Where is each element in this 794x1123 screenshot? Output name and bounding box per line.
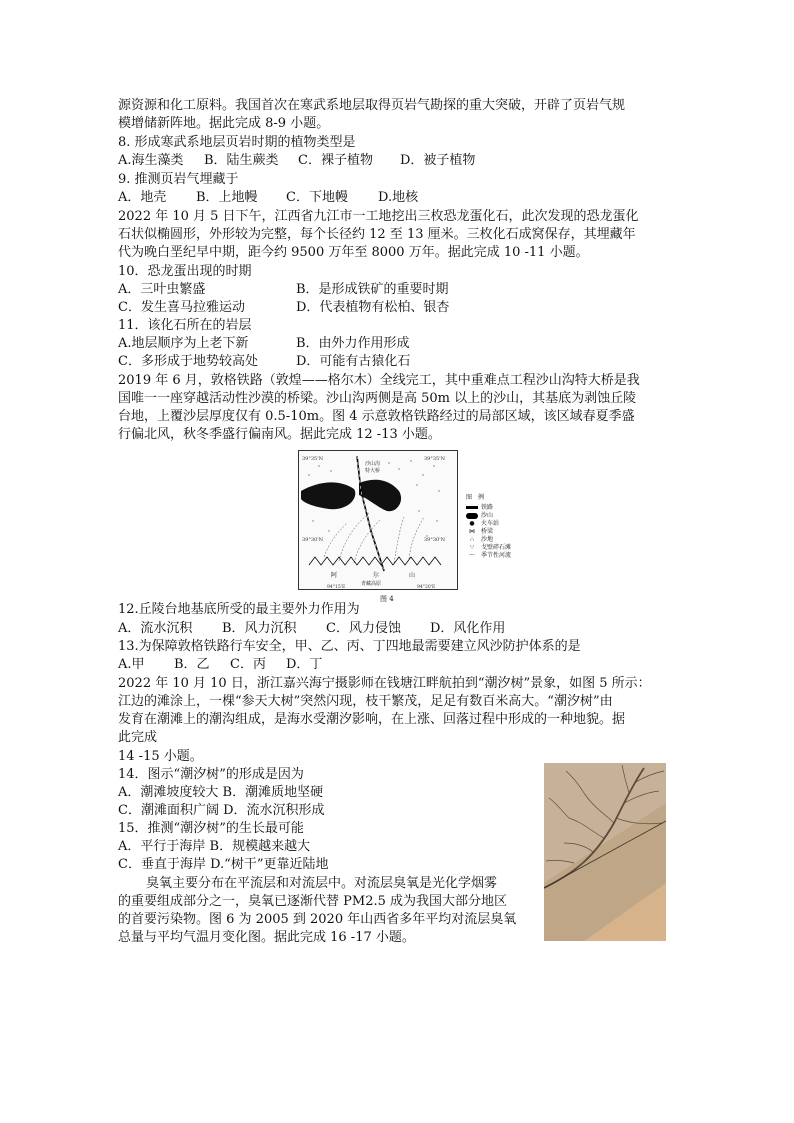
text-line: 国唯一一座穿越活动性沙漠的桥梁。沙山沟两侧是高 50m 以上的沙山，其基底为剥蚀丘陵 [118, 391, 637, 406]
option: C．裸子植物 [298, 153, 373, 168]
legend-item [466, 536, 546, 544]
text-line: 源资源和化工原料。我国首次在寒武系地层取得页岩气勘探的重大突破，开辟了页岩气规 [118, 98, 626, 113]
tidal-tree-photo [544, 763, 666, 941]
option: C．发生喜马拉雅运动 [118, 300, 245, 315]
text-line: 代为晚白垩纪早中期，距今约 9500 万年至 8000 万年。据此完成 10 -11 小题。 [118, 245, 589, 260]
question-9: 9. 推测页岩气埋藏于 [118, 172, 239, 187]
options-q14: A．潮滩坡度较大 B．潮滩质地坚硬 [118, 785, 324, 800]
text-line: 发育在潮滩上的潮沟组成，是海水受潮汐影响，在上涨、回落过程中形成的一种地貌。据 [118, 712, 626, 727]
option: B．乙 [174, 657, 210, 672]
option: A.甲 [118, 657, 145, 672]
option: C．下地幔 [286, 190, 348, 205]
option: D.地核 [378, 190, 419, 205]
option: B．上地幔 [196, 190, 258, 205]
text-line: 模增储新阵地。据此完成 8-9 小题。 [118, 116, 330, 131]
text-line: 2022 年 10 月 10 日，浙江嘉兴海宁摄影师在钱塘江畔航拍到“潮汐树”景象，如图 5 所示： [118, 676, 651, 691]
station-icon: ● [469, 520, 475, 527]
options-q9 [118, 189, 418, 207]
option: C．多形成于地势较高处 [118, 354, 258, 369]
legend-item [466, 512, 546, 520]
map-legend [466, 494, 546, 584]
lat-label: 39°30'N [424, 537, 445, 543]
figure-4-map [298, 450, 458, 590]
option: D．被子植物 [400, 153, 476, 168]
options-q10 [118, 281, 449, 299]
gobi-icon: ∵ [470, 544, 474, 551]
sand-mountain-icon [466, 513, 478, 519]
options-q12 [118, 620, 505, 638]
bridge-icon: ⋈ [469, 528, 475, 535]
place-label: 山 [409, 572, 416, 579]
option: B．由外力作用形成 [296, 336, 410, 351]
question-10: 10．恐龙蛋出现的时期 [118, 264, 252, 279]
legend-label: 桥梁 [481, 528, 494, 535]
legend-item [466, 528, 546, 536]
sand-land-icon: ∴ [470, 536, 474, 543]
text-line: 2019 年 6 月，敦格铁路（敦煌——格尔木）全线完工，其中重难点工程沙山沟特大桥是我 [118, 373, 640, 388]
lat-label: 39°35'N [302, 456, 323, 462]
option: A.海生藻类 [118, 153, 184, 168]
place-label: 尔 [373, 572, 380, 579]
lon-label: 94°15'E [327, 585, 346, 589]
option: D．风化作用 [430, 621, 506, 636]
option: A．地壳 [118, 190, 167, 205]
legend-label: 沙山 [481, 512, 494, 519]
question-14: 14．图示“潮汐树”的形成是因为 [118, 767, 304, 782]
option: B．风力沉积 [222, 621, 297, 636]
legend-label: 火车站 [481, 520, 500, 527]
option: B．陆生蕨类 [204, 153, 279, 168]
text-line: 台地，上覆沙层厚度仅有 0.5-10m。图 4 示意敦格铁路经过的局部区域，该区域春夏季盛 [118, 409, 635, 424]
options-q11 [118, 353, 410, 371]
options-q15: C．垂直于海岸 D.“树干”更靠近陆地 [118, 857, 329, 872]
option: D．代表植物有松柏、银杏 [296, 300, 450, 315]
options-q11 [118, 335, 410, 353]
option: A．三叶虫繁盛 [118, 282, 206, 297]
question-15: 15．推测“潮汐树”的生长最可能 [118, 821, 304, 836]
sand-dune [301, 482, 355, 509]
text-line: 此完成 [118, 730, 158, 745]
option: B．是形成铁矿的重要时期 [296, 282, 449, 297]
mountain-range [309, 557, 441, 565]
place-label: 特大桥 [365, 468, 381, 474]
tidal-tree-drawing [544, 763, 666, 941]
legend-item [466, 552, 546, 560]
options-q13 [118, 656, 322, 674]
map-drawing [299, 451, 457, 589]
option: D．丁 [286, 657, 323, 672]
question-13: 13.为保障敦格铁路行车安全，甲、乙、丙、丁四地最需要建立风沙防护体系的是 [118, 639, 581, 654]
place-label: 青藏高原 [361, 581, 382, 587]
text-line: 行偏北风，秋冬季盛行偏南风。据此完成 12 -13 小题。 [118, 427, 441, 442]
legend-label: 戈壁碎石滩 [481, 544, 512, 551]
question-12: 12.丘陵台地基底所受的最主要外力作用为 [118, 602, 360, 617]
option: C．风力侵蚀 [326, 621, 401, 636]
place-label: 阿 [331, 572, 338, 579]
options-q14: C．潮滩面积广阔 D．流水沉积形成 [118, 803, 325, 818]
text-line: 臭氧主要分布在平流层和对流层中。对流层臭氧是光化学烟雾 [146, 876, 498, 891]
text-line: 的首要污染物。图 6 为 2005 到 2020 年山西省多年平均对流层臭氧 [118, 912, 517, 927]
river-icon: ～ [468, 552, 475, 559]
legend-item [466, 544, 546, 552]
place-label: 沙山沟 [365, 461, 381, 467]
text-line: 的重要组成部分之一，臭氧已逐渐代替 PM2.5 成为我国大部分地区 [118, 894, 507, 909]
question-11: 11．该化石所在的岩层 [118, 318, 252, 333]
legend-label: 铁路 [481, 504, 494, 511]
options-q15: A．平行于海岸 B．规模越来越大 [118, 839, 311, 854]
legend-title: 图 例 [466, 494, 485, 501]
lat-label: 39°30'N [302, 537, 323, 543]
option: A.地层顺序为上老下新 [118, 336, 249, 351]
option: C．丙 [230, 657, 266, 672]
figure-4-caption: 图 4 [380, 595, 394, 603]
options-q10 [118, 299, 449, 317]
lon-label: 94°20'E [417, 585, 436, 589]
question-8: 8. 形成寒武系地层页岩时期的植物类型是 [118, 135, 356, 150]
text-line: 江边的滩涂上，一棵“参天大树”突然闪现，枝干繁茂，足足有数百米高大。“潮汐树”由 [118, 694, 613, 709]
text-line: 2022 年 10 月 5 日下午，江西省九江市一工地挖出三枚恐龙蛋化石，此次发现的恐龙蛋化 [118, 209, 639, 224]
railway-icon [466, 506, 478, 509]
legend-item [466, 504, 546, 512]
lat-label: 39°35'N [424, 456, 445, 462]
text-line: 总量与平均气温月变化图。据此完成 16 -17 小题。 [118, 930, 415, 945]
text-line: 石状似椭圆形，外形较为完整，每个长径约 12 至 13 厘米。三枚化石成窝保存，其埋藏年 [118, 227, 636, 242]
legend-label: 季节性河流 [481, 552, 512, 559]
option: A．流水沉积 [118, 621, 193, 636]
option: D．可能有古猿化石 [296, 354, 411, 369]
options-q8 [118, 152, 475, 170]
text-line: 14 -15 小题。 [118, 749, 203, 764]
legend-label: 沙地 [481, 536, 494, 543]
legend-item [466, 520, 546, 528]
